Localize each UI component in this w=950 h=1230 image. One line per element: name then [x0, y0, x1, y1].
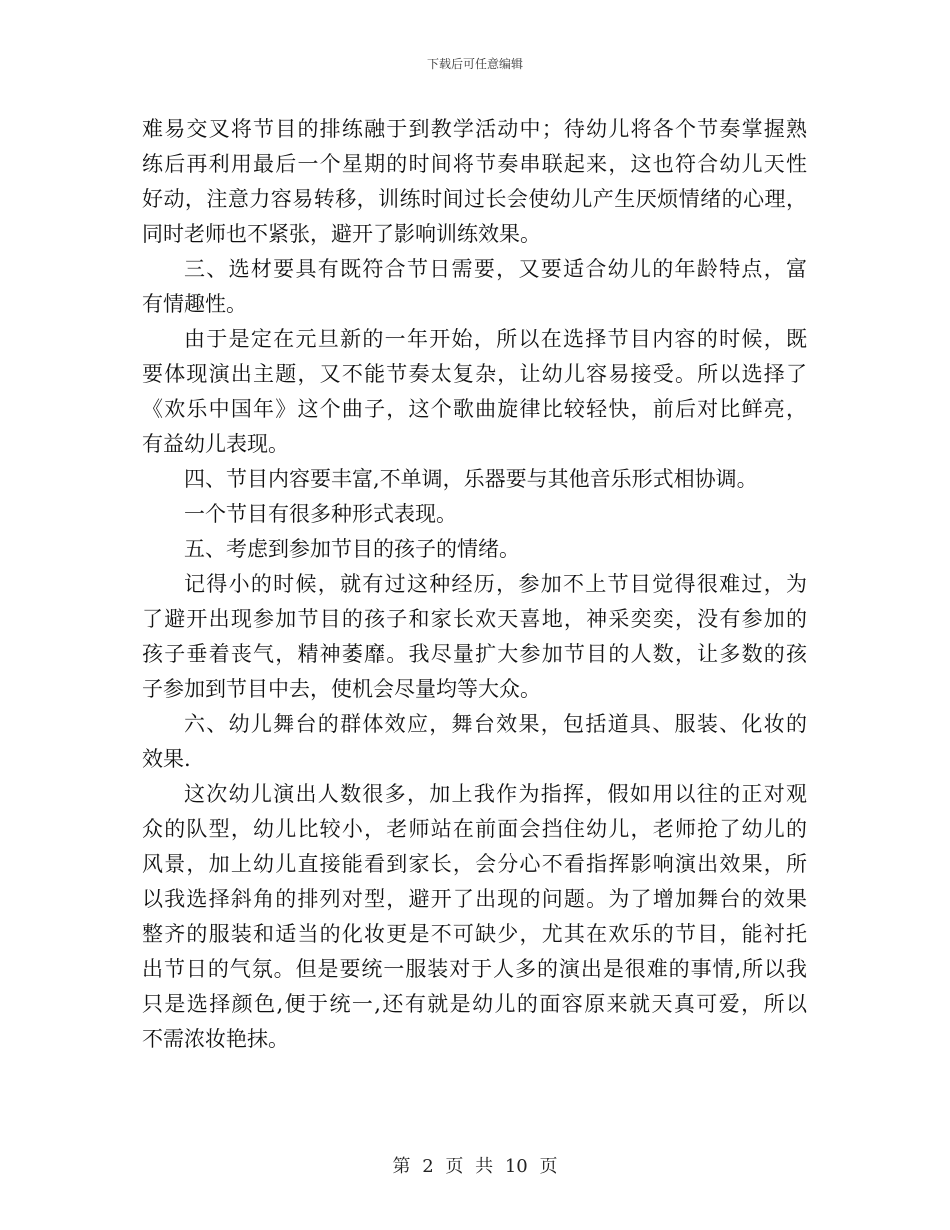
text-line: 出节日的气氛。但是要统一服装对于人多的演出是很难的事情,所以我 — [142, 957, 807, 981]
text-line: 一个节目有很多种形式表现。 — [184, 502, 457, 526]
text-line: 效果. — [142, 747, 191, 771]
text-line: 难易交叉将节目的排练融于到教学活动中；待幼儿将各个节奏掌握熟 — [142, 117, 807, 141]
text-line: 四、节目内容要丰富,不单调，乐器要与其他音乐形式相协调。 — [184, 467, 758, 491]
text-line: 整齐的服装和适当的化妆更是不可缺少，尤其在欢乐的节目，能衬托 — [142, 922, 807, 946]
text-line: 六、幼儿舞台的群体效应，舞台效果，包括道具、服装、化妆的 — [184, 712, 807, 736]
text-line: 有益幼儿表现。 — [142, 432, 289, 456]
text-line: 不需浓妆艳抹。 — [142, 1027, 289, 1051]
text-line: 三、选材要具有既符合节日需要，又要适合幼儿的年龄特点，富 — [184, 257, 807, 281]
text-line: 只是选择颜色,便于统一,还有就是幼儿的面容原来就天真可爱，所以 — [142, 992, 807, 1016]
text-line: 练后再利用最后一个星期的时间将节奏串联起来，这也符合幼儿天性 — [142, 152, 807, 176]
text-line: 风景，加上幼儿直接能看到家长，会分心不看指挥影响演出效果，所 — [142, 852, 807, 876]
text-line: 同时老师也不紧张，避开了影响训练效果。 — [142, 222, 541, 246]
text-line: 好动，注意力容易转移，训练时间过长会使幼儿产生厌烦情绪的心理， — [142, 187, 807, 211]
text-line: 五、考虑到参加节目的孩子的情绪。 — [184, 537, 520, 561]
page-header: 下载后可任意编辑 — [426, 57, 523, 71]
text-line: 这次幼儿演出人数很多，加上我作为指挥，假如用以往的正对观 — [184, 782, 807, 806]
text-line: 由于是定在元旦新的一年开始，所以在选择节目内容的时候，既 — [184, 327, 807, 351]
text-line: 《欢乐中国年》这个曲子，这个歌曲旋律比较轻快，前后对比鲜亮， — [142, 397, 807, 421]
text-line: 有情趣性。 — [142, 292, 247, 316]
text-line: 记得小的时候，就有过这种经历，参加不上节目觉得很难过，为 — [184, 572, 807, 596]
text-line: 孩子垂着丧气，精神萎靡。我尽量扩大参加节目的人数，让多数的孩 — [142, 642, 807, 666]
document-body — [142, 112, 807, 1057]
text-line: 要体现演出主题，又不能节奏太复杂，让幼儿容易接受。所以选择了 — [142, 362, 807, 386]
text-line: 了避开出现参加节目的孩子和家长欢天喜地，神采奕奕，没有参加的 — [142, 607, 807, 631]
text-line: 众的队型，幼儿比较小，老师站在前面会挡住幼儿，老师抢了幼儿的 — [142, 817, 807, 841]
page-footer: 第 2 页 共 10 页 — [392, 1156, 558, 1177]
text-line: 以我选择斜角的排列对型，避开了出现的问题。为了增加舞台的效果 — [142, 887, 807, 911]
text-line: 子参加到节目中去，使机会尽量均等大众。 — [142, 677, 541, 701]
